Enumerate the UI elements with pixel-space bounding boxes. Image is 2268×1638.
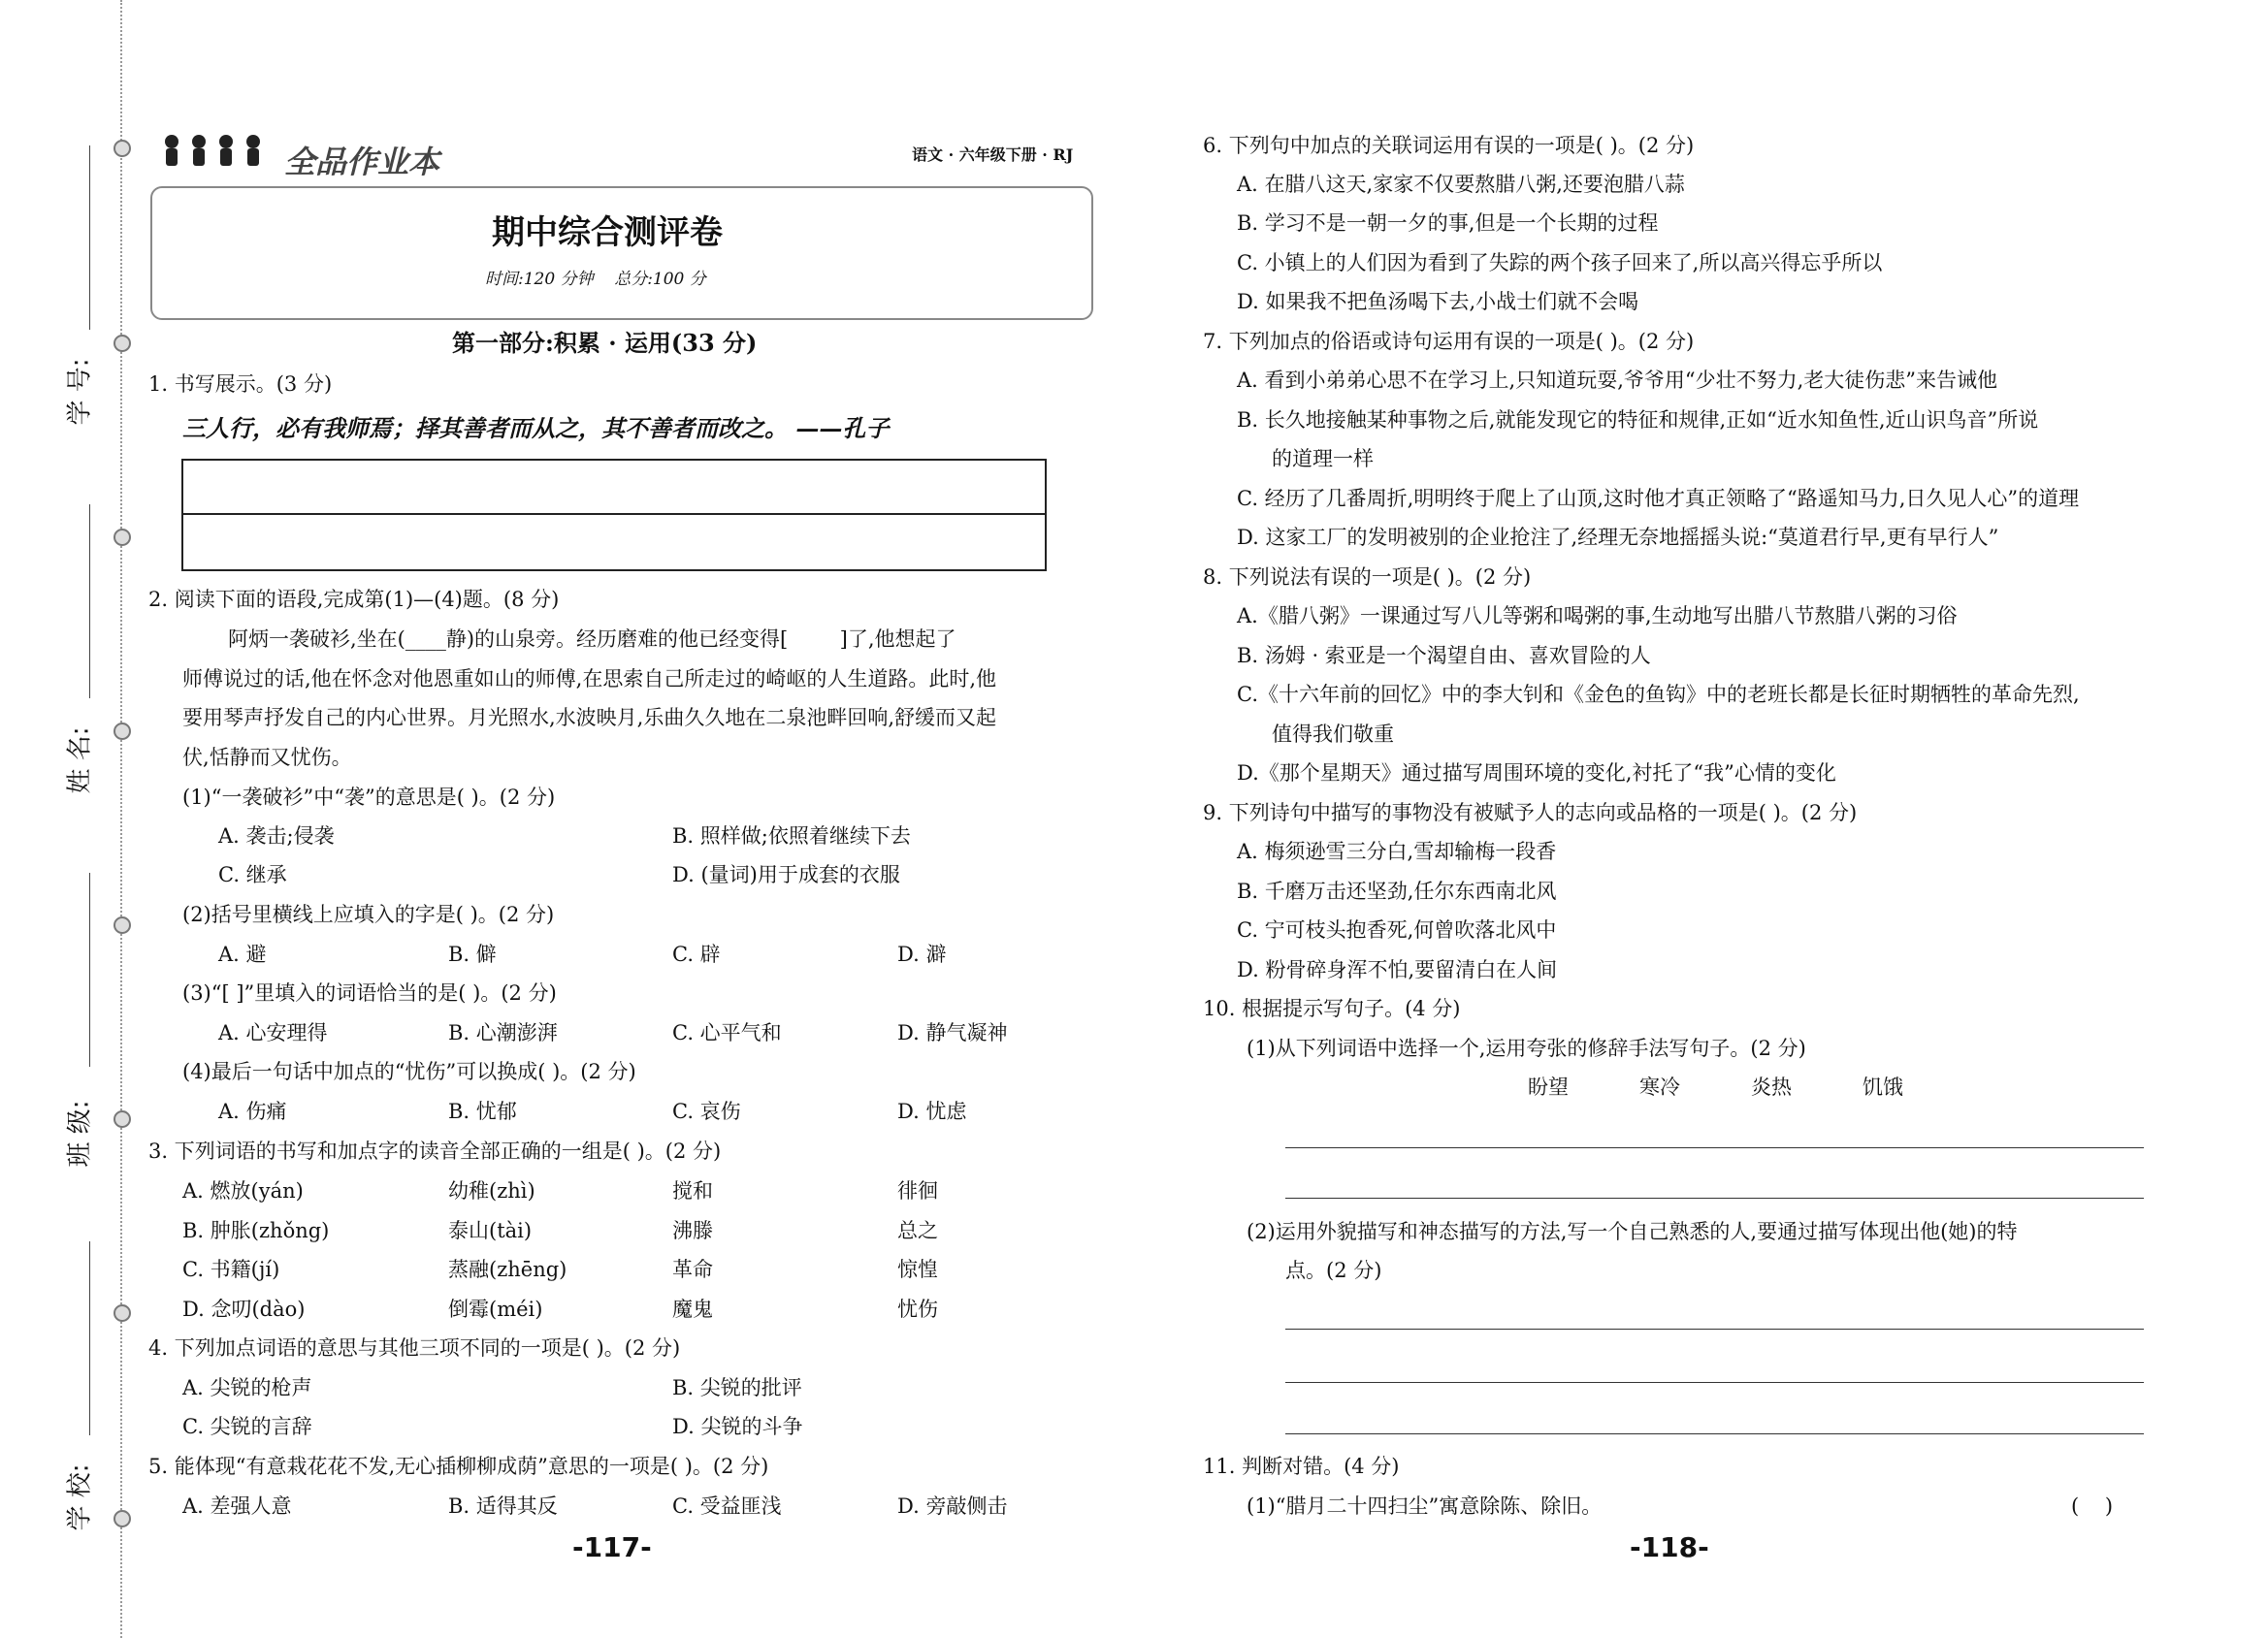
q2-sub1: (1)“一袭破衫”中“袭”的意思是( )。(2 分) <box>182 786 556 809</box>
q3-cell: 徘徊 <box>897 1179 938 1203</box>
q4-option-b[interactable]: B. 尖锐的批评 <box>672 1376 802 1399</box>
exam-meta: 时间:120 分钟 总分:100 分 <box>485 270 706 289</box>
school-label: 学 校: <box>65 1463 95 1531</box>
q3-cell[interactable]: D. 念叨(dào) <box>182 1298 306 1321</box>
q2-sub3-option-b[interactable]: B. 心潮澎湃 <box>448 1021 558 1044</box>
q8-option-b[interactable]: B. 汤姆 · 索亚是一个渴望自由、喜欢冒险的人 <box>1237 644 1651 667</box>
class-label: 班 级: <box>65 1100 95 1168</box>
handwriting-box[interactable] <box>181 459 1047 571</box>
q11-stem: 11. 判断对错。(4 分) <box>1203 1455 1400 1478</box>
q3-cell: 沸滕 <box>672 1219 713 1242</box>
q4-option-c[interactable]: C. 尖锐的言辞 <box>182 1415 312 1438</box>
q5-option-b[interactable]: B. 适得其反 <box>448 1494 558 1518</box>
mascot-icon <box>160 132 276 177</box>
q6-option-c[interactable]: C. 小镇上的人们因为看到了失踪的两个孩子回来了,所以高兴得忘乎所以 <box>1237 251 1883 274</box>
q5-option-d[interactable]: D. 旁敲侧击 <box>897 1494 1008 1518</box>
q7-option-b[interactable]: B. 长久地接触某种事物之后,就能发现它的特征和规律,正如“近水知鱼性,近山识鸟音”所说 <box>1237 408 2039 432</box>
binding-hole <box>113 140 131 157</box>
q11-answer-paren[interactable]: ( ) <box>2071 1494 2114 1518</box>
q10-sub1: (1)从下列词语中选择一个,运用夸张的修辞手法写句子。(2 分) <box>1247 1037 1806 1060</box>
q10-answer-line[interactable] <box>1285 1329 2144 1330</box>
q3-stem: 3. 下列词语的书写和加点字的读音全部正确的一组是( )。(2 分) <box>148 1140 722 1163</box>
q2-passage: 要用琴声抒发自己的内心世界。月光照水,水波映月,乐曲久久地在二泉池畔回响,舒缓而又起 <box>182 706 997 729</box>
q3-cell: 魔鬼 <box>672 1298 713 1321</box>
q10-word: 寒冷 <box>1639 1076 1680 1099</box>
q7-option-a[interactable]: A. 看到小弟弟心思不在学习上,只知道玩耍,爷爷用“少壮不努力,老大徒伤悲”来告诫他 <box>1237 369 1998 392</box>
q10-answer-line[interactable] <box>1285 1382 2144 1383</box>
class-line[interactable] <box>89 873 90 1067</box>
q3-cell: 搅和 <box>672 1179 713 1203</box>
q9-stem: 9. 下列诗句中描写的事物没有被赋予人的志向或品格的一项是( )。(2 分) <box>1203 801 1858 824</box>
student-id-line[interactable] <box>89 145 90 330</box>
q6-option-b[interactable]: B. 学习不是一朝一夕的事,但是一个长期的过程 <box>1237 211 1659 235</box>
exam-title: 期中综合测评卷 <box>492 213 723 252</box>
q10-answer-line[interactable] <box>1285 1198 2144 1199</box>
q1-quote: 三人行，必有我师焉；择其善者而从之，其不善者而改之。 ——孔子 <box>182 414 890 442</box>
q2-sub4-option-a[interactable]: A. 伤痛 <box>218 1100 287 1123</box>
q3-cell: 革命 <box>672 1258 713 1281</box>
q3-cell: 幼稚(zhì) <box>448 1179 535 1203</box>
binding-hole <box>113 1304 131 1322</box>
q3-cell: 倒霉(méi) <box>448 1298 543 1321</box>
page-number-left: -117- <box>572 1531 652 1563</box>
logo <box>160 132 451 180</box>
binding-margin <box>0 0 136 1638</box>
q2-sub4-option-d[interactable]: D. 忧虑 <box>897 1100 967 1123</box>
q4-option-a[interactable]: A. 尖锐的枪声 <box>182 1376 312 1399</box>
q8-option-d[interactable]: D.《那个星期天》通过描写周围环境的变化,衬托了“我”心情的变化 <box>1237 761 1836 785</box>
q2-sub1-option-d[interactable]: D. (量词)用于成套的衣服 <box>672 863 900 886</box>
q2-sub4-option-c[interactable]: C. 哀伤 <box>672 1100 741 1123</box>
subject-label: 语文 · 六年级下册 · RJ <box>912 145 1074 164</box>
q7-option-b-cont: 的道理一样 <box>1272 447 1374 470</box>
q6-option-d[interactable]: D. 如果我不把鱼汤喝下去,小战士们就不会喝 <box>1237 290 1639 313</box>
q2-sub2-option-b[interactable]: B. 僻 <box>448 943 497 966</box>
binding-hole <box>113 335 131 352</box>
q2-sub1-option-c[interactable]: C. 继承 <box>218 863 287 886</box>
q2-sub3-option-d[interactable]: D. 静气凝神 <box>897 1021 1008 1044</box>
q3-cell: 惊惶 <box>897 1258 938 1281</box>
q5-option-c[interactable]: C. 受益匪浅 <box>672 1494 782 1518</box>
q2-sub2: (2)括号里横线上应填入的字是( )。(2 分) <box>182 903 555 926</box>
page-number-right: -118- <box>1630 1531 1709 1563</box>
q2-stem: 2. 阅读下面的语段,完成第(1)—(4)题。(8 分) <box>148 588 560 611</box>
q2-passage: 师傅说过的话,他在怀念对他恩重如山的师傅,在思索自己所走过的崎岖的人生道路。此时,他 <box>182 667 997 691</box>
q2-sub1-option-b[interactable]: B. 照样做;依照着继续下去 <box>672 824 911 848</box>
q10-sub2: (2)运用外貌描写和神态描写的方法,写一个自己熟悉的人,要通过描写体现出他(她)的特 <box>1247 1220 2018 1243</box>
school-line[interactable] <box>89 1241 90 1435</box>
q11-sub1: (1)“腊月二十四扫尘”寓意除陈、除旧。 <box>1247 1494 1603 1518</box>
q3-cell: 泰山(tài) <box>448 1219 533 1242</box>
q2-sub3: (3)“[ ]”里填入的词语恰当的是( )。(2 分) <box>182 981 557 1005</box>
name-line[interactable] <box>89 504 90 698</box>
q1-stem: 1. 书写展示。(3 分) <box>148 372 333 396</box>
q8-option-a[interactable]: A.《腊八粥》一课通过写八儿等粥和喝粥的事,生动地写出腊八节熬腊八粥的习俗 <box>1237 604 1958 627</box>
q9-option-d[interactable]: D. 粉骨碎身浑不怕,要留清白在人间 <box>1237 958 1558 981</box>
student-id-label: 学 号: <box>65 358 95 426</box>
q6-stem: 6. 下列句中加点的关联词运用有误的一项是( )。(2 分) <box>1203 134 1695 157</box>
logo-text: 全品作业本 <box>284 144 440 180</box>
binding-hole <box>113 1510 131 1527</box>
q3-cell[interactable]: A. 燃放(yán) <box>182 1179 304 1203</box>
q9-option-b[interactable]: B. 千磨万击还坚劲,任尔东西南北风 <box>1237 880 1557 903</box>
binding-hole <box>113 529 131 546</box>
q10-stem: 10. 根据提示写句子。(4 分) <box>1203 997 1461 1020</box>
q8-option-c-cont: 值得我们敬重 <box>1272 723 1394 746</box>
q9-option-c[interactable]: C. 宁可枝头抱香死,何曾吹落北风中 <box>1237 918 1557 942</box>
q8-stem: 8. 下列说法有误的一项是( )。(2 分) <box>1203 565 1532 589</box>
q2-sub2-option-d[interactable]: D. 澼 <box>897 943 947 966</box>
name-label: 姓 名: <box>65 726 95 794</box>
q7-option-c[interactable]: C. 经历了几番周折,明明终于爬上了山顶,这时他才真正领略了“路遥知马力,日久见人心”的道理 <box>1237 487 2080 510</box>
q4-stem: 4. 下列加点词语的意思与其他三项不同的一项是( )。(2 分) <box>148 1336 681 1360</box>
binding-hole <box>113 1110 131 1128</box>
part-title: 第一部分:积累 · 运用(33 分) <box>452 329 758 357</box>
q2-sub4: (4)最后一句话中加点的“忧伤”可以换成( )。(2 分) <box>182 1060 636 1083</box>
q7-option-d[interactable]: D. 这家工厂的发明被别的企业抢注了,经理无奈地摇摇头说:“莫道君行早,更有早行人” <box>1237 526 1999 549</box>
q8-option-c[interactable]: C.《十六年前的回忆》中的李大钊和《金色的鱼钩》中的老班长都是长征时期牺牲的革命先烈, <box>1237 683 2080 706</box>
q10-sub2-cont: 点。(2 分) <box>1285 1259 1382 1282</box>
q4-option-d[interactable]: D. 尖锐的斗争 <box>672 1415 803 1438</box>
q5-option-a[interactable]: A. 差强人意 <box>182 1494 292 1518</box>
q2-sub4-option-b[interactable]: B. 忧郁 <box>448 1100 517 1123</box>
q10-answer-line[interactable] <box>1285 1147 2144 1148</box>
q2-sub1-option-a[interactable]: A. 袭击;侵袭 <box>218 824 335 848</box>
q3-cell: 忧伤 <box>897 1298 938 1321</box>
binding-hole <box>113 916 131 934</box>
binding-hole <box>113 723 131 740</box>
q3-cell[interactable]: B. 肿胀(zhǒng) <box>182 1219 330 1242</box>
fold-line <box>120 0 122 1638</box>
q3-cell: 总之 <box>897 1219 938 1242</box>
q2-passage: 阿炳一袭破衫,坐在(____静)的山泉旁。经历磨难的他已经变得[ ]了,他想起了 <box>228 627 956 651</box>
q9-option-a[interactable]: A. 梅须逊雪三分白,雪却输梅一段香 <box>1237 840 1557 863</box>
q6-option-a[interactable]: A. 在腊八这天,家家不仅要熬腊八粥,还要泡腊八蒜 <box>1237 173 1685 196</box>
q2-sub2-option-c[interactable]: C. 辟 <box>672 943 721 966</box>
q10-word: 饥饿 <box>1863 1076 1903 1099</box>
q2-sub3-option-a[interactable]: A. 心安理得 <box>218 1021 328 1044</box>
q3-cell[interactable]: C. 书籍(jí) <box>182 1258 280 1281</box>
q2-sub3-option-c[interactable]: C. 心平气和 <box>672 1021 782 1044</box>
q10-word: 炎热 <box>1751 1076 1792 1099</box>
q3-cell: 蒸融(zhēng) <box>448 1258 567 1281</box>
q2-passage: 伏,恬静而又忧伤。 <box>182 746 352 769</box>
q7-stem: 7. 下列加点的俗语或诗句运用有误的一项是( )。(2 分) <box>1203 330 1695 353</box>
title-box <box>150 186 1093 320</box>
q2-sub2-option-a[interactable]: A. 避 <box>218 943 267 966</box>
q5-stem: 5. 能体现“有意栽花花不发,无心插柳柳成荫”意思的一项是( )。(2 分) <box>148 1455 769 1478</box>
q10-answer-line[interactable] <box>1285 1433 2144 1434</box>
q10-word: 盼望 <box>1528 1076 1569 1099</box>
